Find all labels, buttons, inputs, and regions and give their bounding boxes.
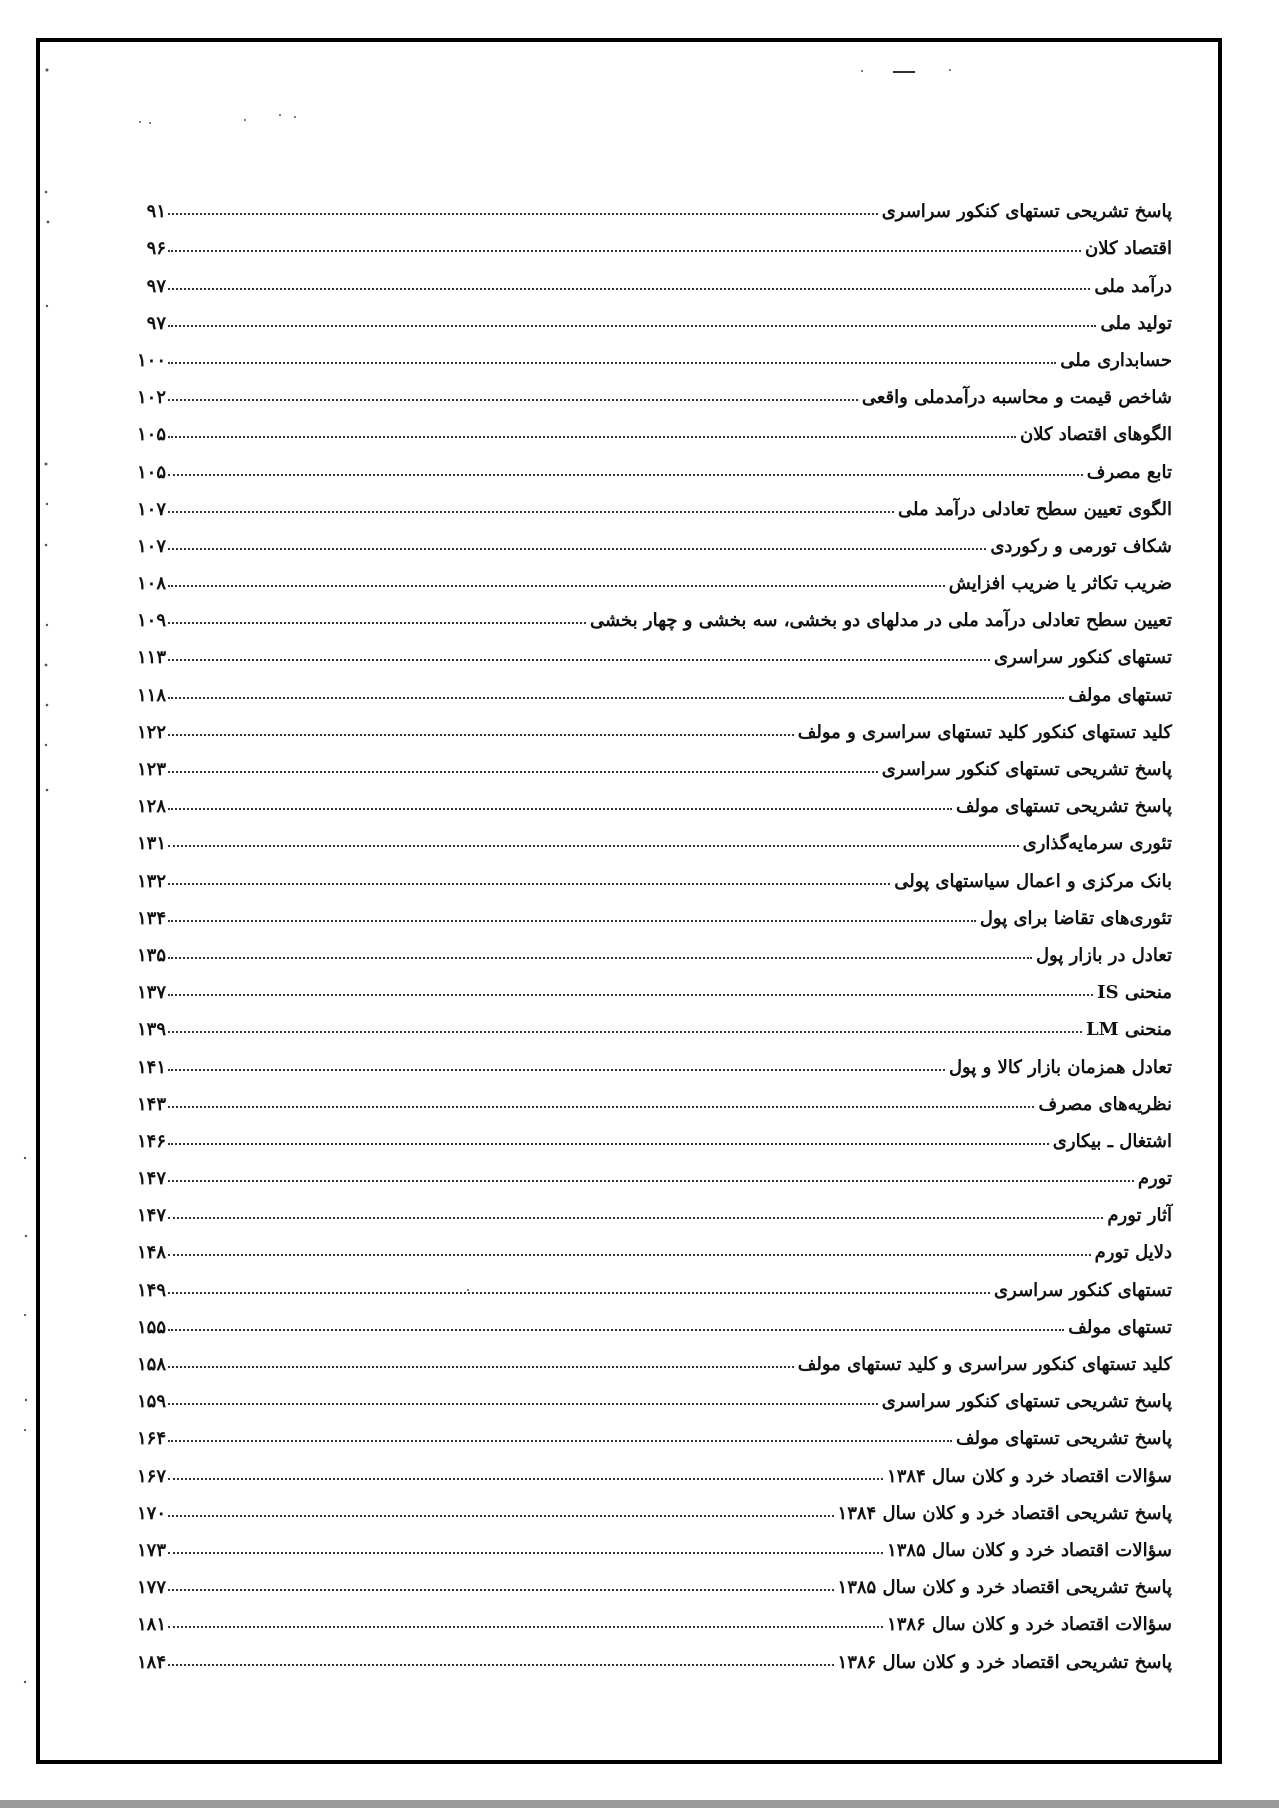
toc-entry [122,854,1172,891]
toc-entry-title: الگوی تعیین سطح تعادلی درآمد ملی [898,498,1172,520]
toc-entry-title: سؤالات اقتصاد خرد و کلان سال ۱۳۸۶ [887,1614,1172,1636]
toc-entry-title: تعیین سطح تعادلی درآمد ملی در مدلهای دو بخشی، سه بخشی و چهار بخشی [589,610,1172,632]
toc-entry-page: ۹۱ [146,201,166,223]
toc-entry-page: ۱۲۸ [136,796,166,818]
toc-entry-title: پاسخ تشریحی تستهای کنکور سراسری [881,201,1172,223]
toc-entry [122,966,1172,1003]
toc-entry [122,1338,1172,1375]
toc-entry-title: پاسخ تشریحی تستهای مولف [955,796,1172,818]
toc-entry-title: تئوری سرمایه‌گذاری [1022,833,1172,855]
toc-entry [122,408,1172,445]
toc-entry-title: تولید ملی [1100,312,1172,334]
dot-leader [168,1291,990,1294]
dot-leader [168,1551,883,1554]
toc-entry [122,371,1172,408]
dot-leader [168,473,1083,476]
dot-leader [168,1663,834,1666]
toc-entry-page: ۱۳۴ [136,907,166,929]
toc-entry [122,1301,1172,1338]
scan-bottom-edge [0,1800,1279,1808]
dot-leader [168,249,1081,252]
table-of-contents [122,185,1172,1673]
toc-entry-title: تستهای کنکور سراسری [994,647,1172,669]
toc-entry-page: ۱۴۸ [136,1242,166,1264]
toc-entry-title: پاسخ تشریحی تستهای کنکور سراسری [881,759,1172,780]
toc-entry-page: ۱۲۳ [136,759,166,780]
toc-entry-title: درآمد ملی [1094,275,1172,297]
toc-entry [122,1226,1172,1263]
toc-entry [122,483,1172,520]
toc-entry [122,557,1172,594]
toc-entry [122,1412,1172,1449]
toc-entry-title: بانک مرکزی و اعمال سیاستهای پولی [894,870,1172,892]
toc-entry [122,631,1172,668]
toc-entry [122,1189,1172,1226]
toc-entry-title: تستهای مولف [1068,1316,1172,1338]
toc-entry-page: ۱۴۳ [136,1093,166,1115]
dot-leader [168,696,1064,699]
toc-entry-page: ۱۵۹ [136,1391,166,1413]
toc-entry-title: اشتغال ـ بیکاری [1052,1130,1172,1152]
toc-entry-page: ۱۳۵ [136,944,166,966]
toc-entry [122,743,1172,780]
dot-leader [168,1439,952,1442]
toc-entry [122,297,1172,334]
toc-entry-page: ۱۴۹ [136,1279,166,1301]
toc-entry [122,185,1172,222]
dot-leader [168,398,858,401]
toc-entry-page: ۱۱۳ [136,647,166,669]
dot-leader [168,1588,834,1591]
toc-entry-page: ۱۰۷ [136,535,166,557]
toc-entry-page: ۹۶ [146,238,166,260]
toc-entry-page: ۱۵۸ [136,1354,166,1375]
toc-entry [122,1449,1172,1486]
toc-entry-title: دلایل تورم [1094,1242,1172,1264]
dot-leader [168,882,890,885]
toc-entry-page: ۱۱۸ [136,684,166,706]
toc-entry-title: تابع مصرف [1086,461,1172,483]
toc-entry-title: تعادل در بازار پول [1035,944,1172,966]
dot-leader [168,1105,1034,1108]
dot-leader [168,1402,878,1405]
toc-entry-page: ۱۰۵ [136,461,166,483]
toc-entry-page: ۱۲۲ [136,721,166,743]
toc-entry [122,1263,1172,1300]
dot-leader [168,324,1096,327]
toc-entry [122,1040,1172,1077]
toc-entry-page: ۱۰۹ [136,610,166,632]
toc-entry-page: ۱۴۶ [136,1130,166,1152]
toc-entry-page: ۱۳۹ [136,1019,166,1041]
dot-leader [168,956,1032,959]
toc-entry-title: حسابداری ملی [1060,349,1172,371]
dot-leader [168,1179,1134,1182]
toc-entry-title: سؤالات اقتصاد خرد و کلان سال ۱۳۸۵ [887,1539,1172,1561]
dot-leader [168,212,878,215]
toc-entry-title: اقتصاد کلان [1085,238,1172,260]
toc-entry-page: ۱۶۷ [136,1465,166,1487]
dot-leader [168,658,990,661]
toc-entry-title: شاخص قیمت و محاسبه درآمدملی واقعی [861,387,1172,409]
toc-entry-page: ۹۷ [146,275,166,297]
toc-entry-page: ۱۳۲ [136,870,166,892]
toc-entry-page: ۱۴۱ [136,1056,166,1078]
toc-entry [122,668,1172,705]
dot-leader [168,993,1093,996]
toc-entry [122,1598,1172,1635]
toc-entry-title: تستهای کنکور سراسری [994,1279,1172,1301]
dot-leader [168,361,1056,364]
toc-entry-title: پاسخ تشریحی اقتصاد خرد و کلان سال ۱۳۸۶ [837,1651,1172,1673]
toc-entry-page: ۱۸۴ [136,1651,166,1673]
toc-entry [122,1375,1172,1412]
toc-entry [122,706,1172,743]
toc-entry [122,780,1172,817]
toc-entry-title: الگوهای اقتصاد کلان [1020,424,1172,446]
dot-leader [168,547,986,550]
dot-leader [168,435,1016,438]
toc-entry-title: سؤالات اقتصاد خرد و کلان سال ۱۳۸۴ [887,1465,1172,1487]
dot-leader [168,1068,945,1071]
toc-entry-page: ۱۷۳ [136,1539,166,1561]
toc-entry [122,817,1172,854]
toc-entry-title: کلید تستهای کنکور کلید تستهای سراسری و مولف [797,721,1172,743]
toc-entry-title: شکاف تورمی و رکوردی [990,535,1172,557]
dot-leader [168,510,894,513]
toc-entry [122,929,1172,966]
dot-leader [168,770,878,773]
toc-entry [122,445,1172,482]
toc-entry-page: ۱۶۴ [136,1428,166,1450]
toc-entry [122,1152,1172,1189]
toc-entry-page: ۱۰۸ [136,573,166,595]
toc-entry [122,1561,1172,1598]
toc-entry-title: آثار تورم [1107,1205,1172,1227]
dot-leader [168,1625,883,1628]
toc-entry-page: ۱۳۱ [136,833,166,855]
dot-leader [168,621,586,624]
dot-leader [168,584,945,587]
toc-entry-title: تعادل همزمان بازار کالا و پول [948,1056,1172,1078]
toc-entry-title: کلید تستهای کنکور سراسری و کلید تستهای مولف [797,1354,1172,1375]
toc-entry [122,1635,1172,1672]
toc-entry-page: ۱۰۲ [136,387,166,409]
toc-entry-title: تستهای مولف [1068,684,1172,706]
toc-entry-title: تورم [1137,1168,1172,1190]
toc-entry-page: ۱۷۷ [136,1577,166,1599]
toc-entry [122,892,1172,929]
dot-leader [168,1365,794,1368]
toc-entry [122,259,1172,296]
toc-entry-title: نظریه‌های مصرف [1038,1093,1172,1115]
dot-leader [168,807,952,810]
toc-entry [122,1487,1172,1524]
dot-leader [168,1514,834,1517]
dot-leader [168,1030,1082,1033]
toc-entry [122,520,1172,557]
toc-entry [122,594,1172,631]
toc-entry-page: ۱۷۰ [136,1502,166,1524]
toc-entry-page: ۱۴۷ [136,1168,166,1190]
toc-entry-title: منحنی IS [1097,982,1172,1004]
toc-entry-page: ۱۰۰ [136,349,166,371]
toc-entry [122,222,1172,259]
dot-leader [168,287,1090,290]
toc-entry [122,1115,1172,1152]
toc-entry-page: ۹۷ [146,312,166,334]
toc-entry [122,1078,1172,1115]
dot-leader [168,733,794,736]
dot-leader [168,1216,1103,1219]
dot-leader [168,1477,883,1480]
toc-entry-title: پاسخ تشریحی اقتصاد خرد و کلان سال ۱۳۸۴ [837,1502,1172,1524]
toc-entry-page: ۱۴۷ [136,1205,166,1227]
toc-entry-page: ۱۰۵ [136,424,166,446]
dot-leader [168,844,1019,847]
toc-entry-title: پاسخ تشریحی تستهای مولف [955,1428,1172,1450]
dot-leader [168,1142,1049,1145]
toc-entry-page: ۱۳۷ [136,982,166,1004]
toc-entry-title: تئوری‌های تقاضا برای پول [979,907,1172,929]
dot-leader [168,1328,1064,1331]
dot-leader [168,919,976,922]
toc-entry-page: ۱۵۵ [136,1316,166,1338]
toc-entry-title: ضریب تکاثر یا ضریب افزایش [948,573,1172,595]
toc-entry-page: ۱۰۷ [136,498,166,520]
toc-entry-title: منحنی LM [1086,1019,1172,1041]
toc-entry [122,334,1172,371]
dot-leader [168,1253,1091,1256]
toc-entry-title: پاسخ تشریحی اقتصاد خرد و کلان سال ۱۳۸۵ [837,1577,1172,1599]
toc-entry-title: پاسخ تشریحی تستهای کنکور سراسری [881,1391,1172,1413]
toc-entry [122,1524,1172,1561]
toc-entry-page: ۱۸۱ [136,1614,166,1636]
toc-entry [122,1003,1172,1040]
